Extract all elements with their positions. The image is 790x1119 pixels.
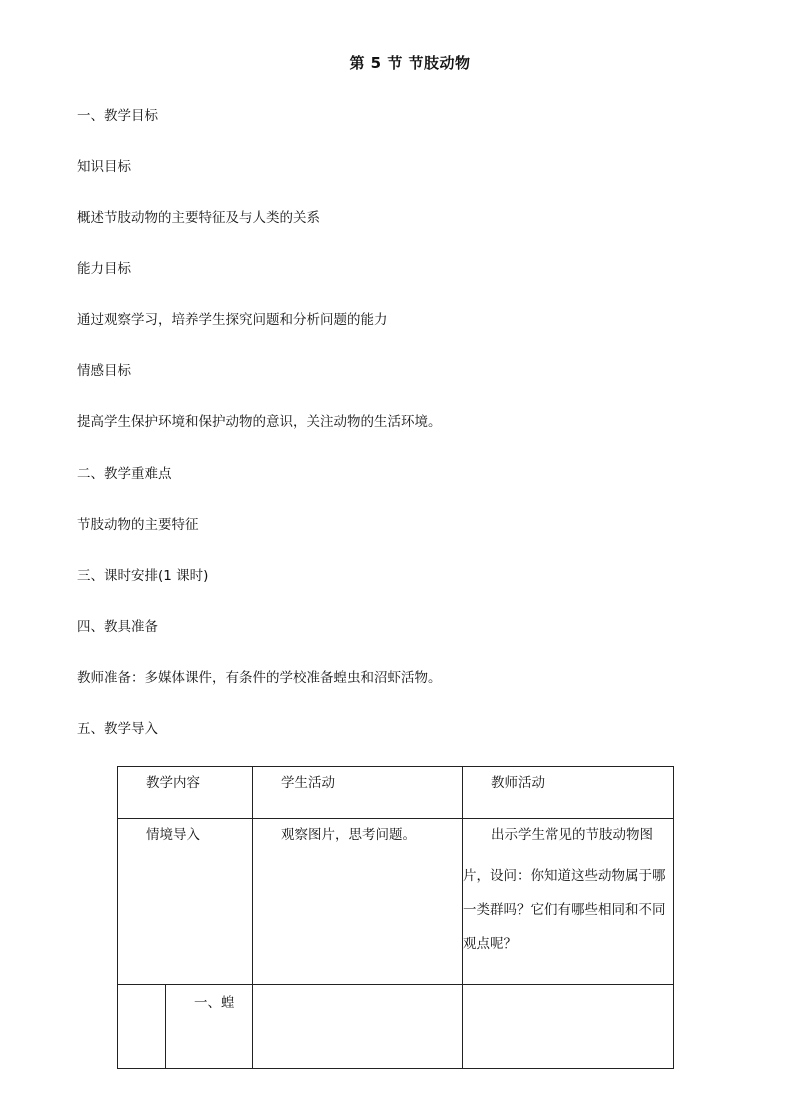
ability-goal-text: 通过观察学习，培养学生探究问题和分析问题的能力 <box>77 312 388 328</box>
header-student-label: 学生活动 <box>281 775 335 791</box>
table-header-row <box>118 767 674 819</box>
row1-teacher-cell <box>463 819 674 985</box>
header-content-label: 教学内容 <box>146 775 200 791</box>
section-4-text: 教师准备：多媒体课件，有条件的学校准备蝗虫和沼虾活物。 <box>77 670 442 686</box>
header-student-cell <box>253 767 463 819</box>
row1-content-cell <box>118 819 253 985</box>
row1-teacher-rest: 片，设问：你知道这些动物属于哪一类群吗？它们有哪些相同和不同观点呢？ <box>463 868 666 952</box>
section-2-heading: 二、教学重难点 <box>77 466 172 482</box>
row1-content-text: 情境导入 <box>146 827 200 843</box>
section-4-heading: 四、教具准备 <box>77 619 158 635</box>
row2-subcontent-text: 一、蝗 <box>194 995 235 1011</box>
page-title: 第 5 节 节肢动物 <box>349 54 471 72</box>
lesson-table <box>117 766 674 1069</box>
ability-goal-heading: 能力目标 <box>77 261 131 277</box>
header-content-cell <box>118 767 253 819</box>
header-teacher-label: 教师活动 <box>491 775 545 791</box>
section-1-heading: 一、教学目标 <box>77 108 158 124</box>
row1-student-text: 观察图片，思考问题。 <box>281 827 416 843</box>
row1-teacher-lead: 出示学生常见的节肢动物图 <box>491 827 653 843</box>
header-teacher-cell <box>463 767 674 819</box>
section-2-text: 节肢动物的主要特征 <box>77 517 199 533</box>
row2-student-cell <box>253 985 463 1069</box>
knowledge-goal-text: 概述节肢动物的主要特征及与人类的关系 <box>77 210 320 226</box>
section-5-heading: 五、教学导入 <box>77 721 158 737</box>
emotion-goal-heading: 情感目标 <box>77 363 131 379</box>
row1-student-cell <box>253 819 463 985</box>
row2-teacher-cell <box>463 985 674 1069</box>
row2-blank-cell <box>118 985 166 1069</box>
row2-subcontent-cell <box>166 985 253 1069</box>
table-row <box>118 985 674 1069</box>
section-3-heading: 三、课时安排(1 课时) <box>77 568 209 584</box>
table-row <box>118 819 674 985</box>
row1-teacher-text <box>463 819 673 961</box>
emotion-goal-text: 提高学生保护环境和保护动物的意识，关注动物的生活环境。 <box>77 414 442 430</box>
knowledge-goal-heading: 知识目标 <box>77 159 131 175</box>
